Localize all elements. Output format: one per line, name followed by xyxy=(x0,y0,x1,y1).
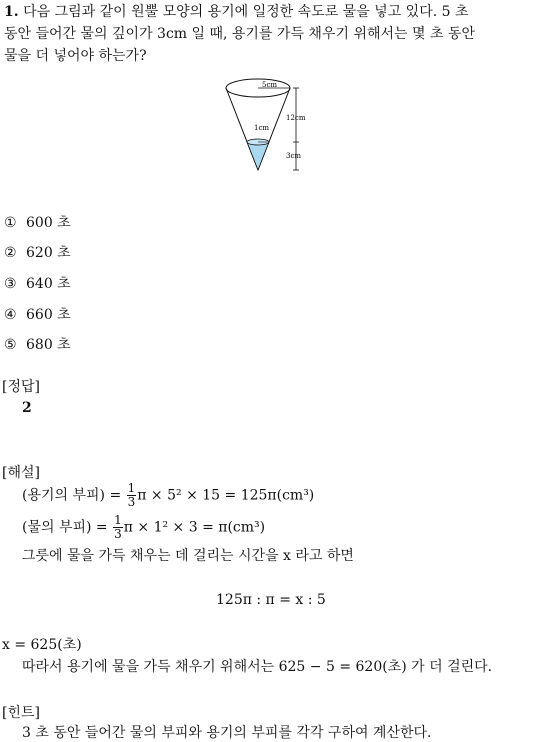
answer-label: [정답] xyxy=(2,379,40,395)
explanation-label: [해설] xyxy=(2,465,40,481)
fraction-numerator: 1 xyxy=(127,481,136,495)
choice-3-mark: ③ xyxy=(4,276,17,292)
explanation-volume-container xyxy=(22,482,314,509)
water-radius-label: 1cm xyxy=(254,124,270,132)
volume-container-lhs: (용기의 부피) = xyxy=(22,487,126,504)
choice-4-text: 660 초 xyxy=(26,307,71,323)
choice-3-text: 640 초 xyxy=(26,276,71,292)
fraction-denominator: 3 xyxy=(127,495,136,509)
fraction-denominator-2: 3 xyxy=(114,527,122,541)
question-line-1 xyxy=(4,0,469,24)
volume-water-lhs: (물의 부피) = xyxy=(22,519,113,536)
height-label: 12cm xyxy=(286,114,306,122)
question-line-2: 동안 들어간 물의 깊이가 3cm 일 때, 용기를 가득 채우기 위해서는 몇 초 동안 xyxy=(4,26,475,42)
water-depth-label: 3cm xyxy=(286,152,302,160)
top-radius-label: 5cm xyxy=(262,81,278,89)
fraction-one-third-2 xyxy=(113,514,123,541)
choice-5[interactable] xyxy=(4,334,71,354)
explanation-result: x = 625(초) xyxy=(2,637,82,653)
volume-water-rhs: π × 1² × 3 = π(cm³) xyxy=(123,519,266,536)
question-text-1: 다음 그림과 같이 원뿔 모양의 용기에 일정한 속도로 물을 넣고 있다. 5 초 xyxy=(23,4,469,20)
choice-1[interactable] xyxy=(4,212,71,232)
choice-2-mark: ② xyxy=(4,245,17,261)
fraction-numerator-2: 1 xyxy=(114,513,122,527)
hint-label: [힌트] xyxy=(2,705,40,721)
volume-container-rhs: π × 5² × 15 = 125π(cm³) xyxy=(137,487,315,504)
explanation-proportion: 125π : π = x : 5 xyxy=(216,592,326,608)
answer-value: 2 xyxy=(22,400,32,416)
explanation-conclusion: 따라서 용기에 물을 가득 채우기 위해서는 625 − 5 = 620(초) 가 더 걸린다. xyxy=(22,659,493,675)
water-fill xyxy=(247,142,269,170)
explanation-line-3: 그릇에 물을 가득 채우는 데 걸리는 시간을 x 라고 하면 xyxy=(22,548,354,564)
choice-2-text: 620 초 xyxy=(26,245,71,261)
choice-3[interactable] xyxy=(4,273,71,293)
choice-2[interactable] xyxy=(4,242,71,262)
choice-4[interactable] xyxy=(4,304,71,324)
hint-text: 3 초 동안 들어간 물의 부피와 용기의 부피를 각각 구하여 계산한다. xyxy=(22,725,432,741)
choice-1-mark: ① xyxy=(4,215,17,231)
question-number: 1. xyxy=(4,4,19,20)
explanation-volume-water xyxy=(22,514,265,541)
choice-4-mark: ④ xyxy=(4,307,17,323)
fraction-one-third xyxy=(127,482,137,509)
choice-1-text: 600 초 xyxy=(26,215,71,231)
choice-5-mark: ⑤ xyxy=(4,337,17,353)
cone-figure xyxy=(218,78,328,178)
choice-5-text: 680 초 xyxy=(26,337,71,353)
question-line-3: 물을 더 넣어야 하는가? xyxy=(4,48,147,64)
